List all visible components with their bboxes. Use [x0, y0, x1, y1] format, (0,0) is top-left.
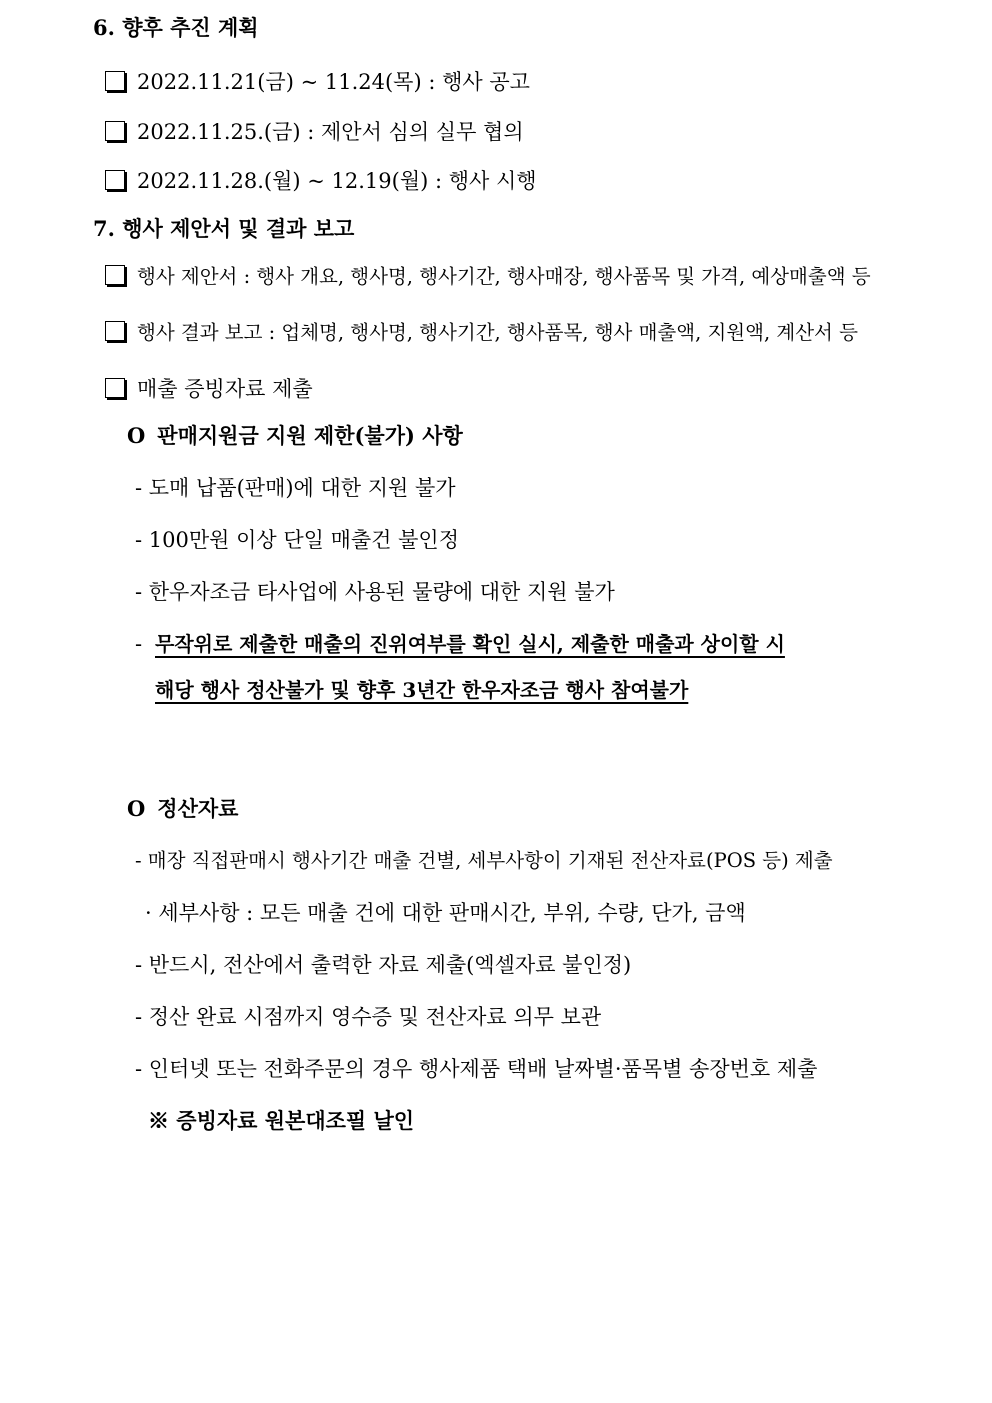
- report-item-2: [105, 319, 858, 347]
- checkbox-square-icon: [105, 121, 125, 141]
- plan-item-1-text: 2022.11.21(금) ~ 11.24(목) : 행사 공고: [137, 70, 530, 94]
- section-6-title: 6. 향후 추진 계획: [93, 15, 259, 40]
- report-item-1-text: 행사 제안서 : 행사 개요, 행사명, 행사기간, 행사매장, 행사품목 및 가격, 예상매출액 등: [137, 265, 871, 288]
- restriction-warning-text-2: 해당 행사 정산불가 및 향후 3년간 한우자조금 행사 참여불가: [155, 678, 689, 702]
- restriction-title: 판매지원금 지원 제한(불가) 사항: [157, 423, 463, 448]
- report-item-3-text: 매출 증빙자료 제출: [137, 377, 313, 401]
- settlement-item-3: - 정산 완료 시점까지 영수증 및 전산자료 의무 보관: [135, 1005, 602, 1029]
- checkbox-square-icon: [105, 321, 125, 341]
- report-item-2-text: 행사 결과 보고 : 업체명, 행사명, 행사기간, 행사품목, 행사 매출액, 지원액, 계산서 등: [137, 321, 858, 344]
- settlement-item-4: - 인터넷 또는 전화주문의 경우 행사제품 택배 날짜별·품목별 송장번호 제출: [135, 1057, 818, 1081]
- restriction-warning-line-2: [155, 676, 688, 704]
- restriction-item-2: - 100만원 이상 단일 매출건 불인정: [135, 528, 459, 552]
- settlement-item-2: - 반드시, 전산에서 출력한 자료 제출(엑셀자료 불인정): [135, 953, 632, 977]
- checkbox-square-icon: [105, 378, 125, 398]
- restriction-item-1: - 도매 납품(판매)에 대한 지원 불가: [135, 476, 456, 500]
- restriction-item-3: - 한우자조금 타사업에 사용된 물량에 대한 지원 불가: [135, 580, 615, 604]
- section-7-title: 7. 행사 제안서 및 결과 보고: [93, 216, 355, 241]
- restriction-warning-dash: -: [135, 632, 143, 656]
- settlement-subitem: · 세부사항 : 모든 매출 건에 대한 판매시간, 부위, 수량, 단가, 금액: [145, 901, 746, 925]
- plan-item-2-text: 2022.11.25.(금) : 제안서 심의 실무 협의: [137, 120, 524, 144]
- settlement-title: 정산자료: [157, 796, 239, 821]
- settlement-heading: [127, 795, 238, 823]
- checkbox-square-icon: [105, 170, 125, 190]
- plan-item-3-text: 2022.11.28.(월) ~ 12.19(월) : 행사 시행: [137, 169, 537, 193]
- settlement-item-1: - 매장 직접판매시 행사기간 매출 건별, 세부사항이 기재된 전산자료(POS 등) 제출: [135, 849, 833, 872]
- plan-item-3: [105, 167, 537, 195]
- plan-item-2: [105, 118, 524, 146]
- report-item-1: [105, 263, 871, 291]
- settlement-note: ※ 증빙자료 원본대조필 날인: [148, 1108, 415, 1133]
- circle-bullet-icon: O: [127, 796, 146, 821]
- restriction-heading: [127, 422, 463, 450]
- restriction-warning-line-1: [155, 630, 785, 658]
- checkbox-square-icon: [105, 71, 125, 91]
- circle-bullet-icon: O: [127, 423, 146, 448]
- checkbox-square-icon: [105, 265, 125, 285]
- plan-item-1: [105, 68, 530, 96]
- restriction-warning-text-1: 무작위로 제출한 매출의 진위여부를 확인 실시, 제출한 매출과 상이할 시: [155, 632, 785, 656]
- report-item-3: [105, 375, 313, 403]
